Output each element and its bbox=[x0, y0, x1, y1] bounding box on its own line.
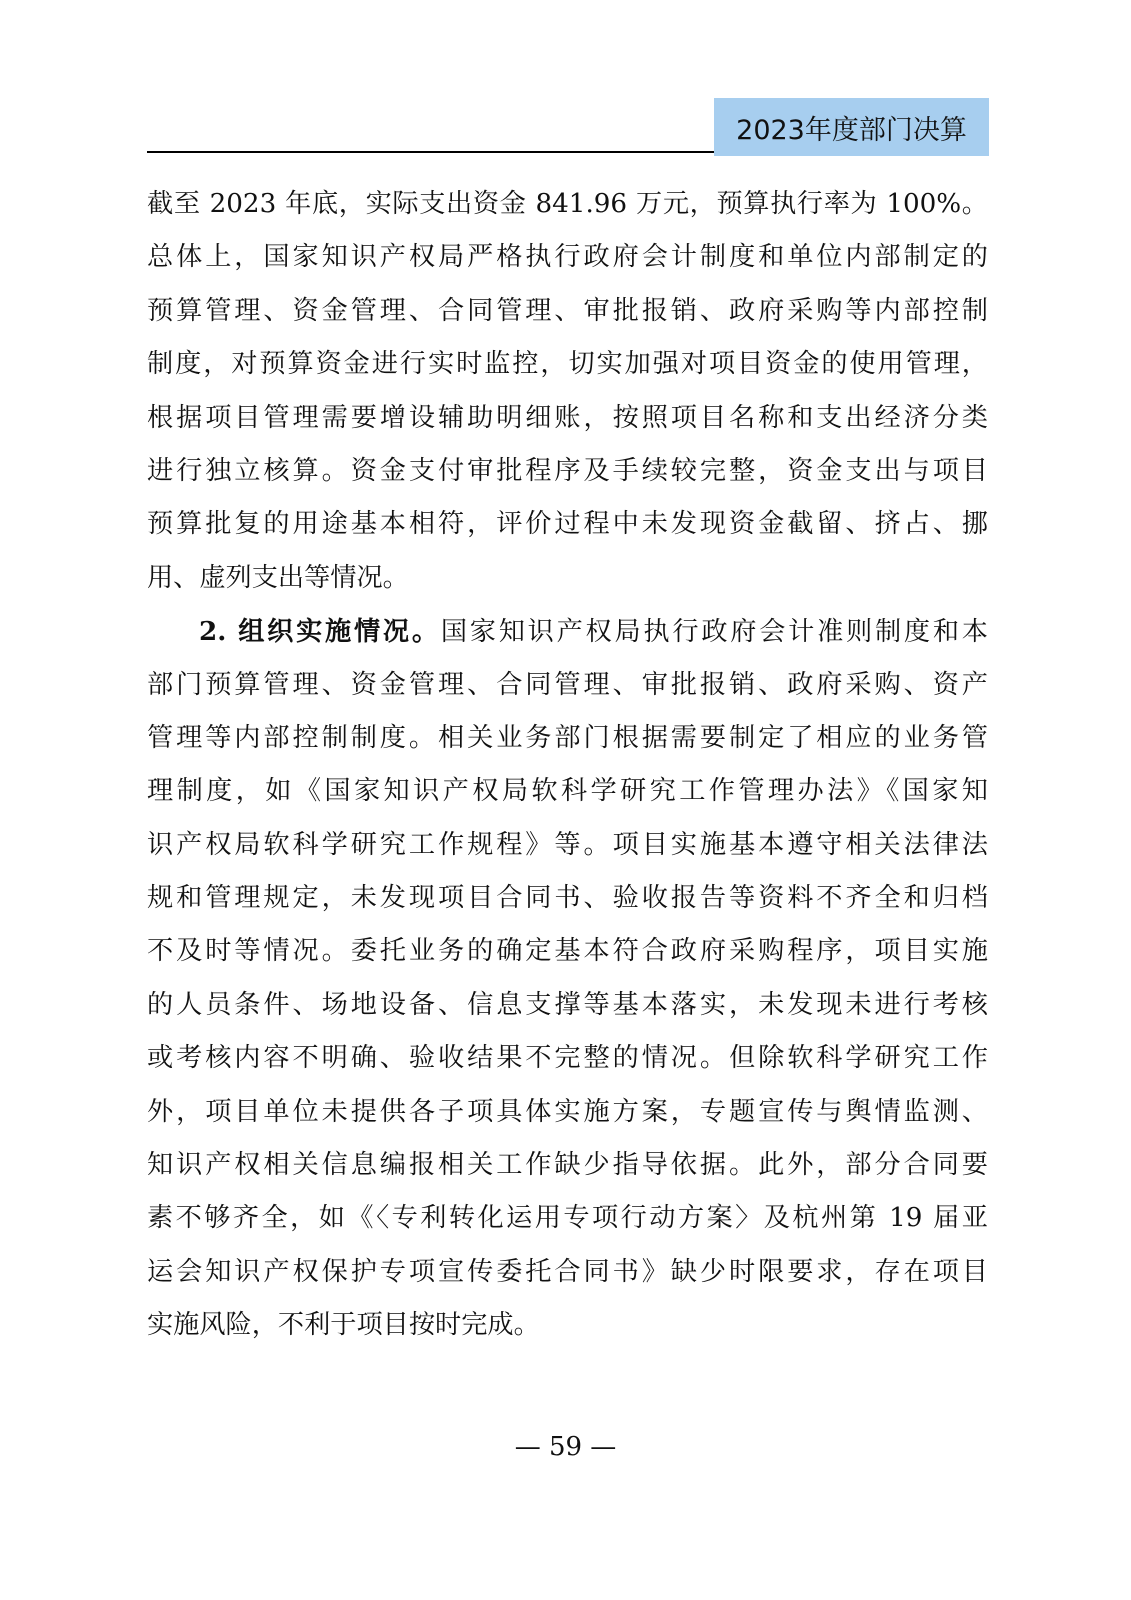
text-line: 识产权局软科学研究工作规程》等。项目实施基本遵守相关法律法 bbox=[147, 829, 988, 860]
text-line: 实施风险，不利于项目按时完成。 bbox=[147, 1310, 540, 1341]
text-line: 制度，对预算资金进行实时监控，切实加强对项目资金的使用管理， bbox=[147, 349, 988, 380]
text-line: 或考核内容不明确、验收结果不完整的情况。但除软科学研究工作 bbox=[147, 1043, 988, 1074]
section-heading: 2. 组织实施情况。 bbox=[199, 616, 441, 648]
paragraph-organization-implementation bbox=[147, 605, 988, 1352]
header-title-box bbox=[714, 98, 989, 156]
text-line: 部门预算管理、资金管理、合同管理、审批报销、政府采购、资产 bbox=[147, 669, 988, 700]
text-line: 进行独立核算。资金支付审批程序及手续较完整，资金支出与项目 bbox=[147, 455, 988, 486]
paragraph-first-line bbox=[147, 605, 988, 658]
text-line: 外，项目单位未提供各子项具体实施方案，专题宣传与舆情监测、 bbox=[147, 1096, 988, 1127]
text-line: 总体上，国家知识产权局严格执行政府会计制度和单位内部制定的 bbox=[147, 242, 988, 273]
text-line: 预算管理、资金管理、合同管理、审批报销、政府采购等内部控制 bbox=[147, 295, 988, 326]
text-line: 截至 2023 年底，实际支出资金 841.96 万元，预算执行率为 100%。 bbox=[147, 189, 988, 219]
text-line: 用、虚列支出等情况。 bbox=[147, 562, 409, 593]
page-number: — 59 — bbox=[514, 1432, 617, 1462]
text-line: 预算批复的用途基本相符，评价过程中未发现资金截留、挤占、挪 bbox=[147, 509, 988, 540]
text-line: 素不够齐全，如《〈专利转化运用专项行动方案〉及杭州第 19 届亚 bbox=[147, 1203, 988, 1234]
text-run: 国家知识产权局执行政府会计准则制度和本 bbox=[440, 617, 988, 648]
text-line: 理制度，如《国家知识产权局软科学研究工作管理办法》《国家知 bbox=[147, 776, 988, 807]
paragraph-budget-execution bbox=[147, 178, 988, 605]
document-body bbox=[147, 178, 988, 1353]
text-line: 知识产权相关信息编报相关工作缺少指导依据。此外，部分合同要 bbox=[147, 1150, 988, 1181]
text-line: 规和管理规定，未发现项目合同书、验收报告等资料不齐全和归档 bbox=[147, 883, 988, 914]
text-line: 运会知识产权保护专项宣传委托合同书》缺少时限要求，存在项目 bbox=[147, 1256, 988, 1287]
text-line: 的人员条件、场地设备、信息支撑等基本落实，未发现未进行考核 bbox=[147, 989, 988, 1020]
text-line: 管理等内部控制制度。相关业务部门根据需要制定了相应的业务管 bbox=[147, 722, 988, 753]
header-title: 2023年度部门决算 bbox=[736, 114, 967, 146]
text-line: 根据项目管理需要增设辅助明细账，按照项目名称和支出经济分类 bbox=[147, 402, 988, 433]
text-line: 不及时等情况。委托业务的确定基本符合政府采购程序，项目实施 bbox=[147, 936, 988, 967]
